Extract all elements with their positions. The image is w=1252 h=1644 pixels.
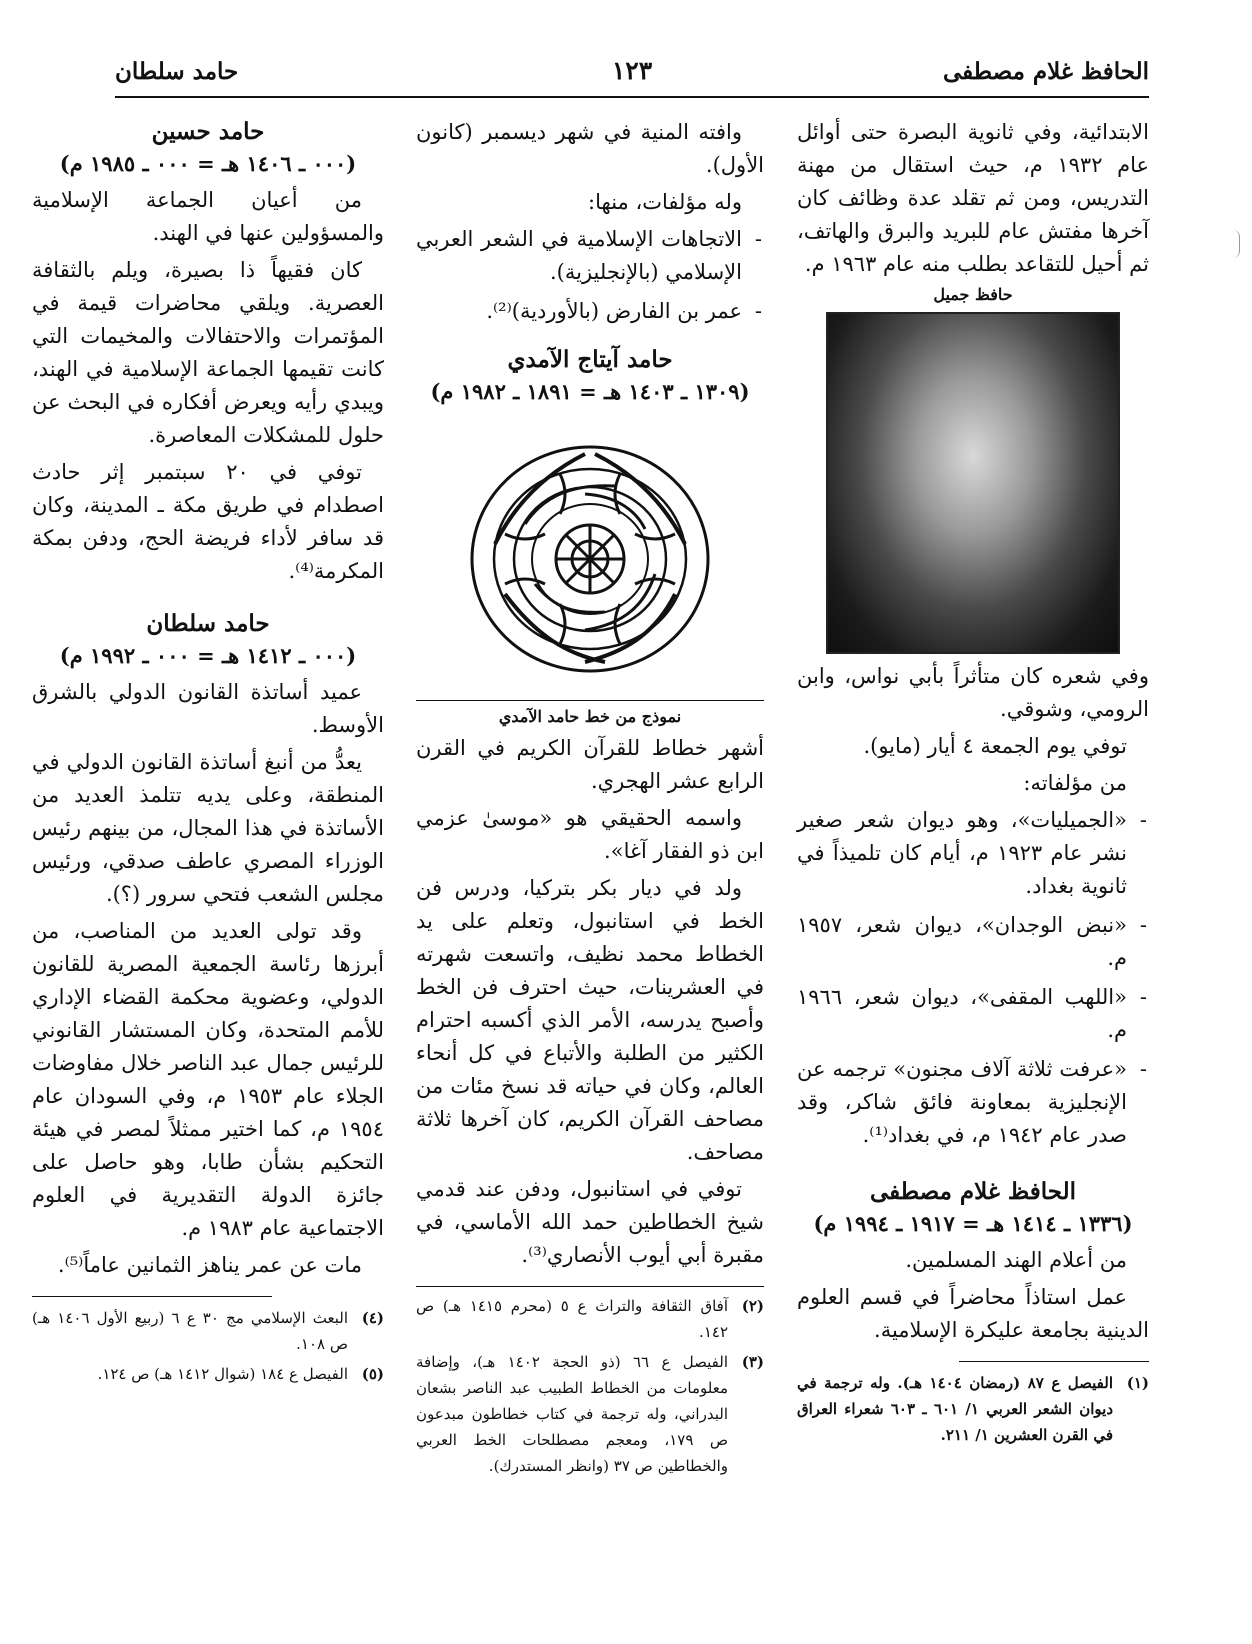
paragraph: وفي شعره كان متأثراً بأبي نواس، وابن الرومي، وشوقي. bbox=[797, 664, 1149, 721]
paragraph: من مؤلفاته: bbox=[1023, 771, 1127, 795]
column-right bbox=[797, 116, 1149, 1452]
calligraphy-caption: نموذج من خط حامد الآمدي bbox=[498, 707, 682, 726]
list-item: - «اللهب المقفى»، ديوان شعر، ١٩٦٦ م. bbox=[797, 981, 1149, 1047]
footnote-rule bbox=[416, 1286, 764, 1287]
footnote bbox=[416, 1349, 764, 1479]
list-item: - عمر بن الفارض (بالأوردية)⁽²⁾. bbox=[416, 295, 764, 328]
entry-title: الحافظ غلام مصطفى bbox=[869, 1178, 1077, 1205]
footnote-rule bbox=[959, 1361, 1149, 1362]
footnote-number: (٢) bbox=[741, 1297, 764, 1315]
paragraph: وله مؤلفات، منها: bbox=[588, 190, 742, 214]
footnote-text: الفيصل ع ٨٧ (رمضان ١٤٠٤ هـ). وله ترجمة في ديوان الشعر العربي ١/ ٦٠١ ـ ٦٠٣ شعراء العراق في القرن العشرين ١/ ٢١١. bbox=[797, 1374, 1114, 1444]
footnote bbox=[416, 1293, 764, 1345]
entry-dates: (١٣٠٩ ـ ١٤٠٣ هـ = ١٨٩١ ـ ١٩٨٢ م) bbox=[430, 379, 750, 404]
column-middle bbox=[416, 116, 764, 1483]
footnote-text: البعث الإسلامي مج ٣٠ ع ٦ (ربيع الأول ١٤٠٦ هـ) ص ١٠٨. bbox=[32, 1309, 349, 1353]
paragraph: واسمه الحقيقي هو «موسىٰ عزمي ابن ذو الفقار آغا». bbox=[416, 806, 764, 863]
footnote-text: آفاق الثقافة والتراث ع ٥ (محرم ١٤١٥ هـ) ص ١٤٢. bbox=[416, 1297, 729, 1341]
entry-title: حامد حسين bbox=[151, 118, 265, 145]
list-item: - «عرفت ثلاثة آلاف مجنون» ترجمه عن الإنجليزية بمعاونة فائق شاكر، وقد صدر عام ١٩٤٢ م، في بغداد⁽¹⁾. bbox=[797, 1053, 1149, 1152]
works-list bbox=[797, 804, 1149, 1152]
column-left bbox=[32, 116, 384, 1391]
footnote-text: الفيصل ع ٦٦ (ذو الحجة ١٤٠٢ هـ)، وإضافة معلومات من الخطاط الطبيب عبد الناصر بشعان البدراني، وله ترجمة في كتاب خطاطون مبدعون ص ١٧٩، ومعجم مصطلحات الخط العربي والخطاطين ص ٣٧ (وانظر المستدرك). bbox=[416, 1353, 729, 1475]
paragraph: عميد أساتذة القانون الدولي بالشرق الأوسط. bbox=[32, 680, 384, 737]
paragraph: توفي في ٢٠ سبتمبر إثر حادث اصطدام في طريق مكة ـ المدينة، وكان قد سافر لأداء فريضة الحج، ودفن بمكة المكرمة⁽⁴⁾. bbox=[32, 460, 384, 583]
running-header bbox=[115, 58, 1149, 94]
header-right-title: الحافظ غلام مصطفى bbox=[942, 58, 1149, 85]
paragraph: الابتدائية، وفي ثانوية البصرة حتى أوائل عام ١٩٣٢ م، حيث استقال من مهنة التدريس، ومن ثم تقلد عدة وظائف كان آخرها مفتش عام للبريد والبرق والهاتف، ثم أحيل للتقاعد بطلب منه عام ١٩٦٣ م. bbox=[797, 120, 1149, 276]
footnote-rule bbox=[32, 1296, 272, 1297]
photo-caption: حافظ جميل bbox=[933, 285, 1013, 304]
section-divider bbox=[416, 700, 764, 701]
page-number: ١٢٣ bbox=[611, 56, 653, 85]
paragraph: توفي يوم الجمعة ٤ أيار (مايو). bbox=[863, 734, 1127, 758]
paragraph: من أعلام الهند المسلمين. bbox=[905, 1248, 1127, 1272]
footnote-text: الفيصل ع ١٨٤ (شوال ١٤١٢ هـ) ص ١٢٤. bbox=[97, 1365, 348, 1383]
footnote bbox=[32, 1361, 384, 1387]
entry-dates: (٠٠٠ ـ ١٤١٢ هـ = ٠٠٠ ـ ١٩٩٢ م) bbox=[59, 643, 357, 668]
portrait-photo bbox=[826, 312, 1120, 654]
paragraph: ولد في ديار بكر بتركيا، ودرس فن الخط في استانبول، وتعلم على يد الخطاط محمد نظيف، واتسعت شهرته في العشرينات، حيث احترف فن الخط وأصبح يدرسه، الأمر الذي أكسبه احترام الكثير من الطلبة والأتباع في كل أنحاء العالم، وكان في حياته قد نسخ مئات من مصاحف القرآن الكريم، كان آخرها ثلاثة مصاحف. bbox=[416, 876, 764, 1164]
paragraph: يعدُّ من أنبغ أساتذة القانون الدولي في المنطقة، وعلى يديه تتلمذ العديد من الأساتذة في هذا المجال، من بينهم رئيس الوزراء المصري عاطف صدقي، ورئيس مجلس الشعب فتحي سرور (؟). bbox=[32, 750, 384, 906]
footnote bbox=[32, 1305, 384, 1357]
footnote-number: (٥) bbox=[361, 1365, 384, 1383]
paragraph: وافته المنية في شهر ديسمبر (كانون الأول). bbox=[416, 120, 764, 177]
footnote-number: (١) bbox=[1126, 1374, 1149, 1392]
paragraph: مات عن عمر يناهز الثمانين عاماً⁽⁵⁾. bbox=[57, 1253, 362, 1277]
footnote-number: (٣) bbox=[741, 1353, 764, 1371]
works-list bbox=[416, 223, 764, 328]
list-item: - الاتجاهات الإسلامية في الشعر العربي الإسلامي (بالإنجليزية). bbox=[416, 223, 764, 289]
header-left-title: حامد سلطان bbox=[115, 58, 239, 85]
paragraph: وقد تولى العديد من المناصب، من أبرزها رئاسة الجمعية المصرية للقانون الدولي، وعضوية محكمة القضاء الإداري للأمم المتحدة، وكان المستشار القانوني للرئيس جمال عبد الناصر خلال مفاوضات الجلاء عام ١٩٥٣ م، وفي السودان عام ١٩٥٤ م، كما اختير ممثلاً لمصر في هيئة التحكيم بشأن طابا، وهو حاصل على جائزة الدولة التقديرية في العلوم الاجتماعية عام ١٩٨٣ م. bbox=[32, 919, 384, 1240]
entry-title: حامد آيتاج الآمدي bbox=[507, 346, 673, 373]
paragraph: كان فقيهاً ذا بصيرة، ويلم بالثقافة العصرية. ويلقي محاضرات قيمة في المؤتمرات والاحتفالات والمخيمات التي كانت تقيمها الجماعة الإسلامية في الهند، ويبدي رأيه ويعرض أفكاره في البحث عن حلول للمشكلات المعاصرة. bbox=[32, 258, 384, 447]
entry-dates: (٠٠٠ ـ ١٤٠٦ هـ = ٠٠٠ ـ ١٩٨٥ م) bbox=[59, 151, 357, 176]
paragraph: توفي في استانبول، ودفن عند قدمي شيخ الخطاطين حمد الله الأماسي، في مقبرة أبي أيوب الأنصاري⁽³⁾. bbox=[416, 1177, 764, 1267]
paragraph: أشهر خطاط للقرآن الكريم في القرن الرابع عشر الهجري. bbox=[416, 736, 764, 793]
paragraph: عمل استاذاً محاضراً في قسم العلوم الدينية بجامعة عليكرة الإسلامية. bbox=[797, 1285, 1149, 1342]
calligraphy-rosette-image bbox=[465, 434, 715, 684]
paragraph: من أعيان الجماعة الإسلامية والمسؤولين عنها في الهند. bbox=[32, 188, 384, 245]
entry-title: حامد سلطان bbox=[146, 610, 270, 637]
list-item: - «نبض الوجدان»، ديوان شعر، ١٩٥٧ م. bbox=[797, 909, 1149, 975]
footnote bbox=[797, 1370, 1149, 1448]
page-edge-mark bbox=[1233, 230, 1240, 258]
list-item: - «الجميليات»، وهو ديوان شعر صغير نشر عام ١٩٢٣ م، أيام كان تلميذاً في ثانوية بغداد. bbox=[797, 804, 1149, 903]
footnote-number: (٤) bbox=[361, 1309, 384, 1327]
header-rule bbox=[115, 96, 1149, 98]
entry-dates: (١٣٣٦ ـ ١٤١٤ هـ = ١٩١٧ ـ ١٩٩٤ م) bbox=[813, 1211, 1133, 1236]
